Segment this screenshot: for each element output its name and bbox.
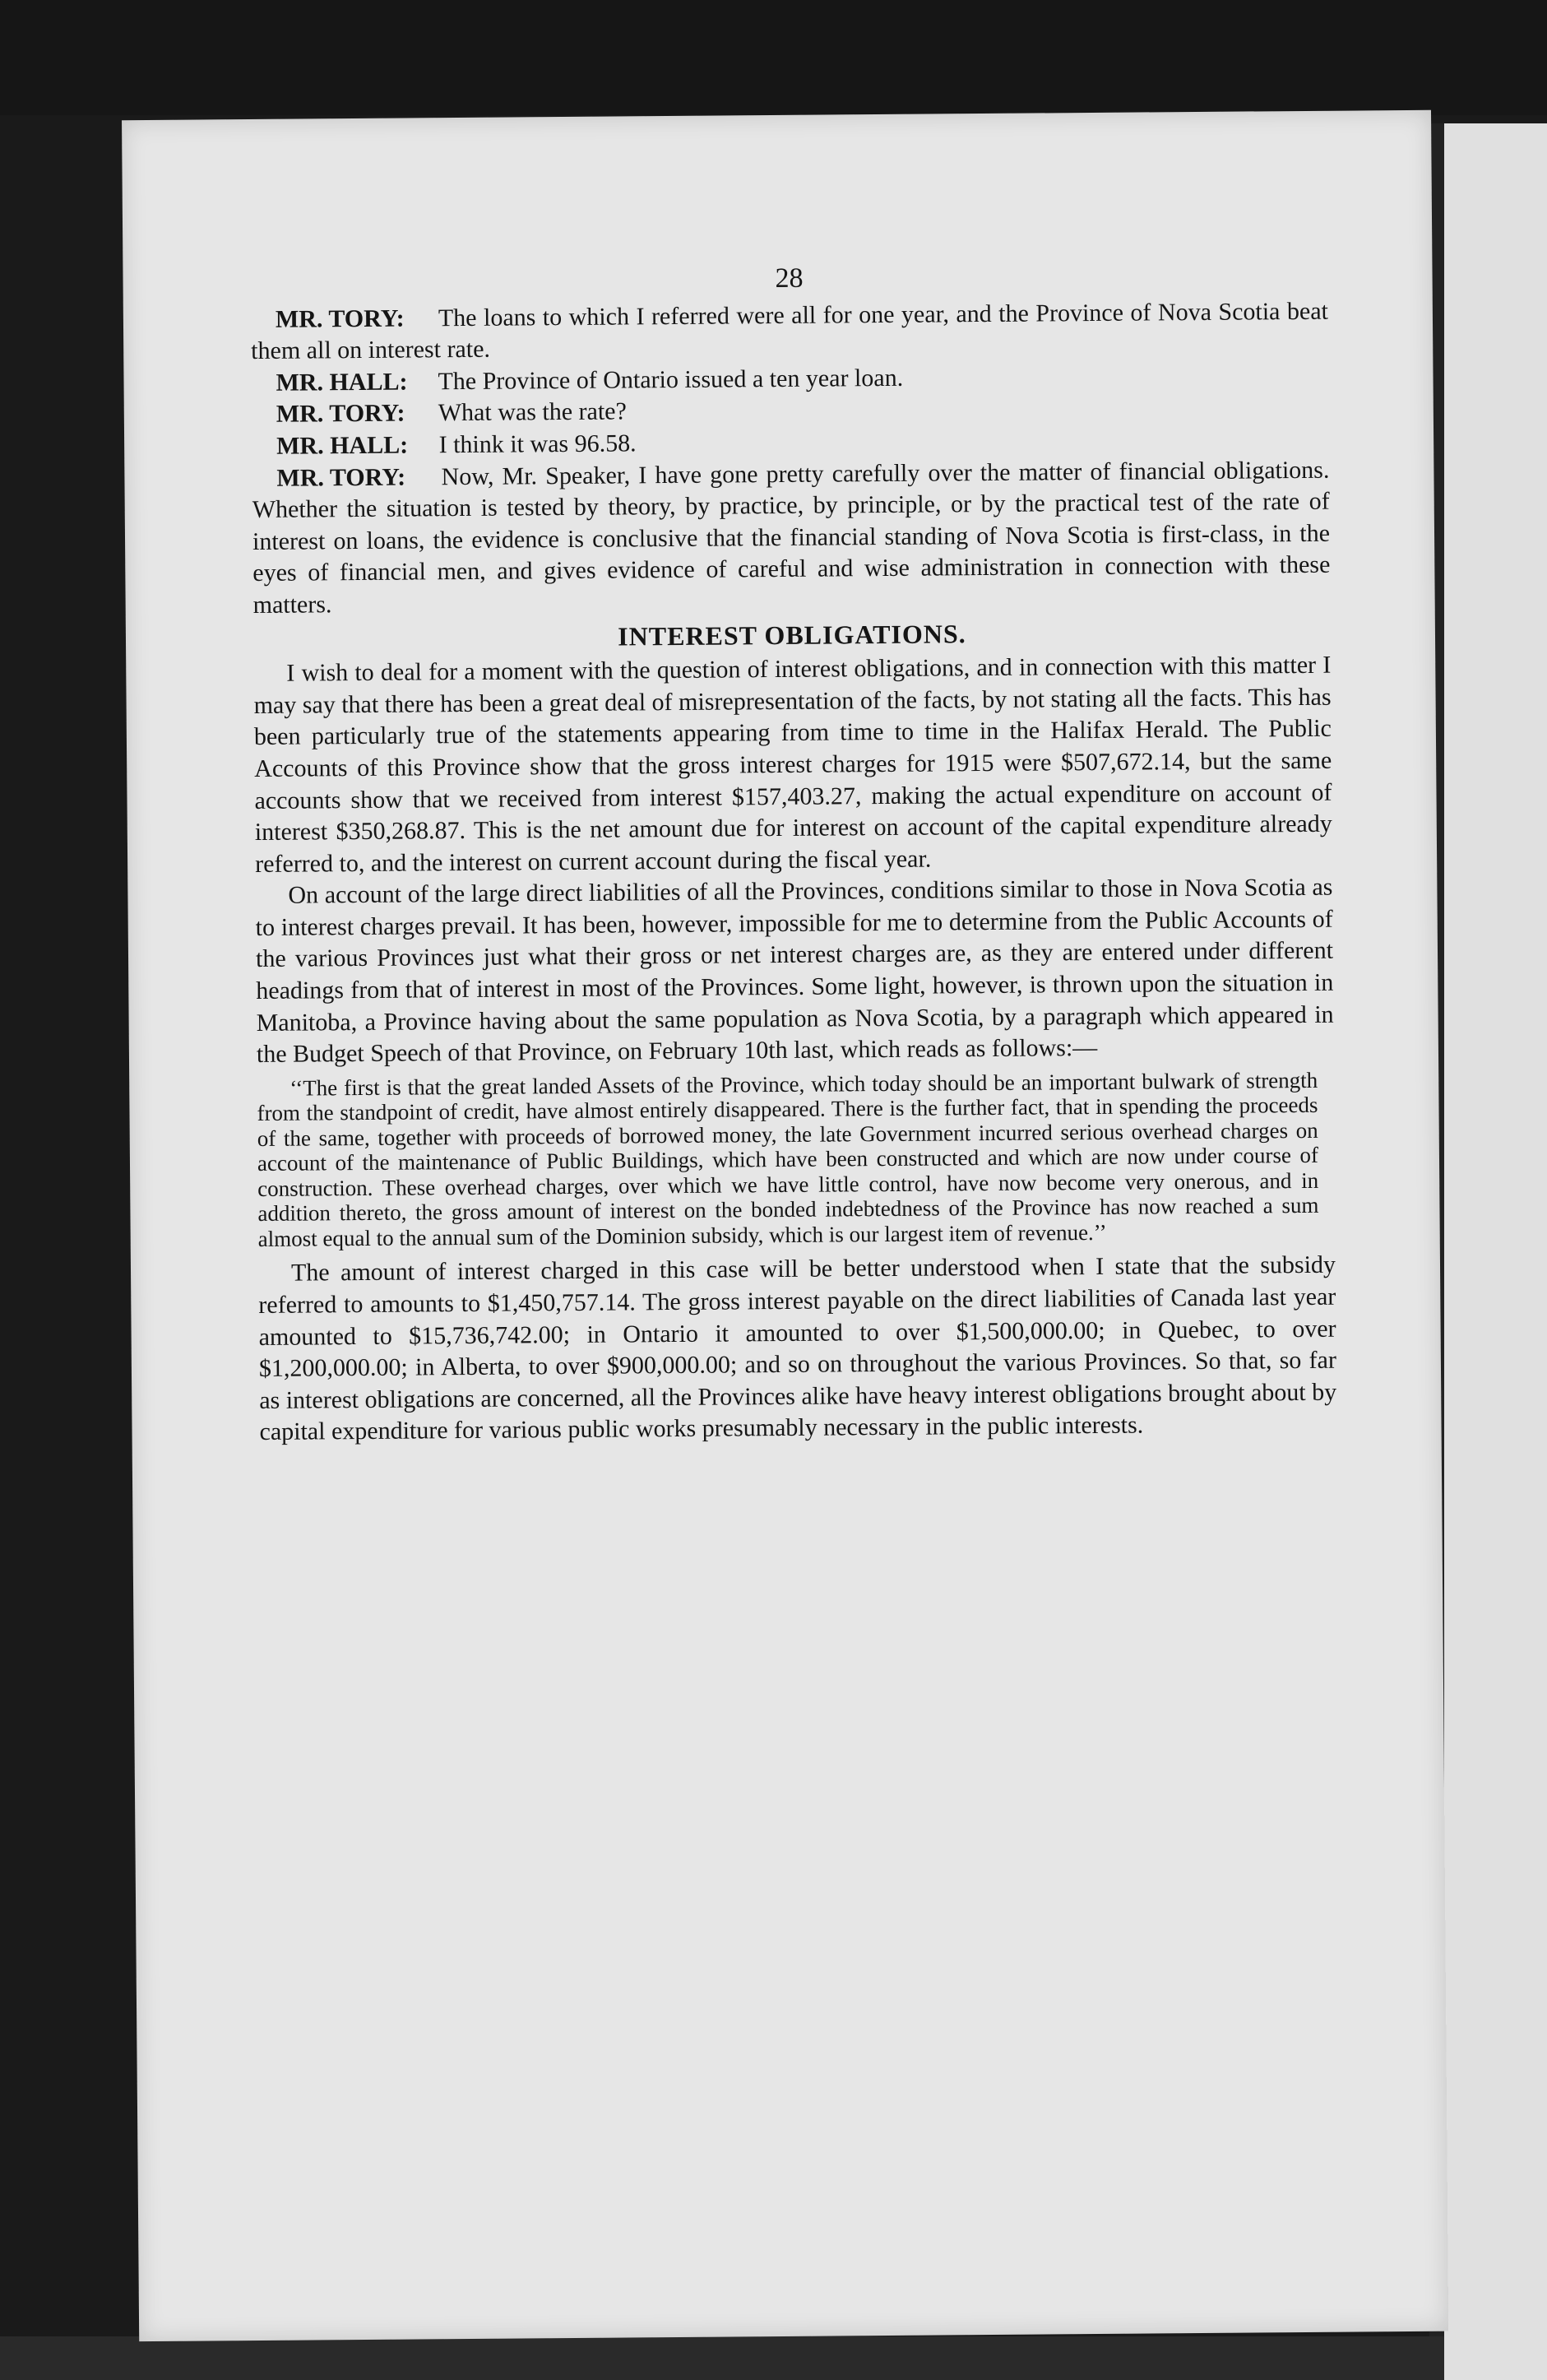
dialogue-line (251, 295, 1329, 367)
speaker-label: MR. HALL: (276, 431, 409, 460)
speaker-label: MR. HALL: (276, 368, 408, 397)
page-number: 28 (775, 262, 804, 295)
adjacent-page-edge (1444, 123, 1547, 2380)
speaker-label: MR. TORY: (276, 463, 406, 492)
body-paragraph: On account of the large direct liabilities of all the Provinces, conditions similar to those in Nova Scotia as to interest charges prevail. It has been, however, impossible for me to determine from the Public Accounts of the various Provinces just what their gross or net interest charges are, as they are entered under different headings from that of interest in most of the Provinces. Some light, however, is thrown upon the situation in Manitoba, a Province having about the same population as Nova Scotia, by a paragraph which appeared in the Budget Speech of that Province, on February 10th last, which reads as follows:— (255, 873, 1334, 1069)
speaker-label: MR. TORY: (275, 304, 405, 333)
scan-top-margin (0, 0, 1547, 115)
speech-text: The loans to which I referred were all for one year, and the Province of Nova Scotia beat them all on interest rate. (251, 297, 1329, 365)
scan-bottom-margin (0, 2336, 1444, 2380)
speech-text: What was the rate? (438, 397, 627, 427)
page-text (250, 259, 1336, 1449)
dialogue-line (252, 454, 1330, 621)
section-heading: INTEREST OBLIGATIONS. (618, 618, 966, 652)
body-paragraph: I wish to deal for a moment with the question of interest obligations, and in connection with this matter I may say that there has been a great deal of misrepresentation of the facts, by not stating all the facts. This has been particularly true of the statements appearing from time to time in the Halifax Herald. The Public Accounts of this Province show that the gross interest charges for 1915 were $507,672.14, but the same accounts show that we received from interest $157,403.27, making the actual expenditure on account of interest $350,268.87. This is the net amount due for interest on account of the capital expenditure already referred to, and the interest on current account during the fiscal year. (253, 651, 1332, 878)
document-page (122, 110, 1448, 2341)
body-paragraph: The amount of interest charged in this case will be better understood when I state that the subsidy referred to amounts to $1,450,757.14. The gross interest payable on the direct liabilities of Canada last year amounted to $15,736,742.00; in Ontario it amounted to over $1,500,000.00; in Quebec, to over $1,200,000.00; in Alberta, to over $900,000.00; and so on throughout the various Provinces. So that, so far as interest obligations are concerned, all the Provinces alike have heavy interest obligations brought about by capital expenditure for various public works presumably necessary in the public interests. (258, 1251, 1337, 1446)
speech-text: The Province of Ontario issued a ten year loan. (438, 364, 904, 396)
speech-text: I think it was 96.58. (438, 429, 637, 459)
speech-text: Now, Mr. Speaker, I have gone pretty carefully over the matter of financial obligations. Whether the situation is tested by theory, by practice, by principle, or by the practical test of the rate of interest on loans, the evidence is conclusive that the financial standing of Nova Scotia is first-class, in the eyes of financial men, and gives evidence of careful and wise administration in connection with these matters. (252, 456, 1331, 619)
speaker-label: MR. TORY: (276, 399, 405, 429)
block-quote: ‘‘The first is that the great landed Assets of the Province, which today should be an important bulwark of strength from the standpoint of credit, have almost entirely disappeared. There is the further fact, that in spending the proceeds of the same, together with proceeds of borrowed money, the late Government incurred serious overhead charges on account of the maintenance of Public Buildings, which have been constructed and which are now under course of construction. These overhead charges, over which we have little control, have now become very onerous, and in addition thereto, the gross amount of interest on the bonded indebtedness of the Province has now reached a sum almost equal to the annual sum of the Dominion subsidy, which is our largest item of revenue.’’ (257, 1067, 1319, 1251)
